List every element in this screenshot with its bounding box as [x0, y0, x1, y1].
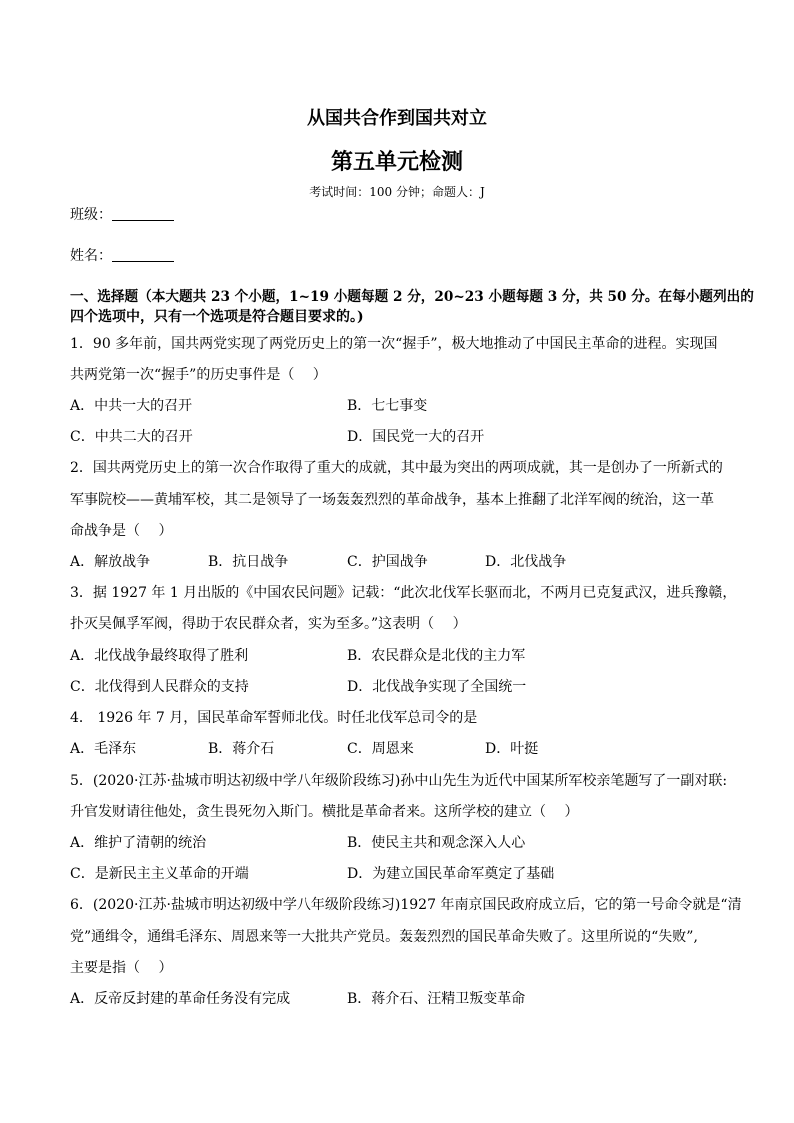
q3-option-c: C．北伐得到人民群众的支持	[70, 679, 249, 695]
q2-option-b: B．抗日战争	[208, 554, 289, 570]
q2-text-line3: 命战争是（ ）	[70, 523, 173, 539]
q5-text-line1: 5．(2020·江苏·盐城市明达初级中学八年级阶段练习)孙中山先生为近代中国某所军校亲笔题写了一副对联:	[70, 773, 728, 789]
q4-text-line1: 4． 1926 年 7 月，国民革命军誓师北伐。时任北伐军总司令的是	[70, 710, 478, 726]
q6-text-line1: 6．(2020·江苏·盐城市明达初级中学八年级阶段练习)1927 年南京国民政府成立后，它的第一号命令就是“清	[70, 897, 742, 913]
q5-option-b: B．使民主共和观念深入人心	[347, 835, 526, 851]
q2-text-line1: 2．国共两党历史上的第一次合作取得了重大的成就，其中最为突出的两项成就，其一是创办了一所新式的	[70, 460, 723, 476]
q4-option-d: D．叶挺	[485, 741, 539, 757]
q1-text-line1: 1．90 多年前，国共两党实现了两党历史上的第一次“握手”，极大地推动了中国民主革命的进程。实现国	[70, 336, 718, 352]
q6-text-line2: 党”通缉令，通缉毛泽东、周恩来等一大批共产党员。轰轰烈烈的国民革命失败了。这里所说的“失败”,	[70, 929, 698, 945]
q5-option-c: C．是新民主主义革命的开端	[70, 866, 249, 882]
section-instructions-line1: 一、选择题（本大题共 23 个小题，1~19 小题每题 2 分，20~23 小题每题 3 分，共 50 分。在每小题列出的	[70, 289, 754, 305]
q1-option-a: A．中共一大的召开	[70, 398, 193, 414]
class-label: 班级：	[70, 207, 112, 223]
q3-text-line1: 3．据 1927 年 1 月出版的《中国农民问题》记载：“此次北伐军长驱而北，不两月已克复武汉，进兵豫赣，	[70, 585, 737, 601]
name-label: 姓名：	[70, 248, 112, 264]
q1-option-d: D．国民党一大的召开	[347, 429, 485, 445]
q2-option-a: A．解放战争	[70, 554, 151, 570]
q2-text-line2: 军事院校——黄埔军校，其二是领导了一场轰轰烈烈的革命战争，基本上推翻了北洋军阀的统治，这一革	[70, 492, 714, 508]
q2-option-d: D．北伐战争	[485, 554, 567, 570]
q3-option-b: B．农民群众是北伐的主力军	[347, 648, 526, 664]
q3-option-a: A．北伐战争最终取得了胜利	[70, 648, 249, 664]
q4-option-c: C．周恩来	[347, 741, 414, 757]
q1-option-b: B．七七事变	[347, 398, 428, 414]
q5-text-line2: 升官发财请往他处，贪生畏死勿入斯门。横批是革命者来。这所学校的建立（ ）	[70, 804, 579, 820]
name-field	[70, 245, 174, 265]
q1-text-line2: 共两党第一次“握手”的历史事件是（ ）	[70, 367, 327, 383]
q5-option-d: D．为建立国民革命军奠定了基础	[347, 866, 555, 882]
q3-text-line2: 扑灭吴佩孚军阀，得助于农民群众者，实为至多。”这表明（ ）	[70, 616, 467, 632]
q3-option-d: D．北伐战争实现了全国统一	[347, 679, 527, 695]
class-field	[70, 204, 174, 224]
q6-text-line3: 主要是指（ ）	[70, 960, 173, 976]
name-blank	[112, 247, 174, 262]
q4-option-a: A．毛泽东	[70, 741, 137, 757]
document-subtitle: 第五单元检测	[330, 149, 463, 175]
document-title: 从国共合作到国共对立	[307, 108, 487, 129]
q5-option-a: A．维护了清朝的统治	[70, 835, 207, 851]
exam-meta: 考试时间：100 分钟；命题人：J	[309, 185, 485, 199]
q4-option-b: B．蒋介石	[208, 741, 275, 757]
q1-option-c: C．中共二大的召开	[70, 429, 193, 445]
section-instructions-line2: 四个选项中，只有一个选项是符合题目要求的。)	[70, 309, 364, 325]
q6-option-b: B．蒋介石、汪精卫叛变革命	[347, 991, 526, 1007]
q6-option-a: A．反帝反封建的革命任务没有完成	[70, 991, 291, 1007]
class-blank	[112, 206, 174, 221]
q2-option-c: C．护国战争	[347, 554, 428, 570]
